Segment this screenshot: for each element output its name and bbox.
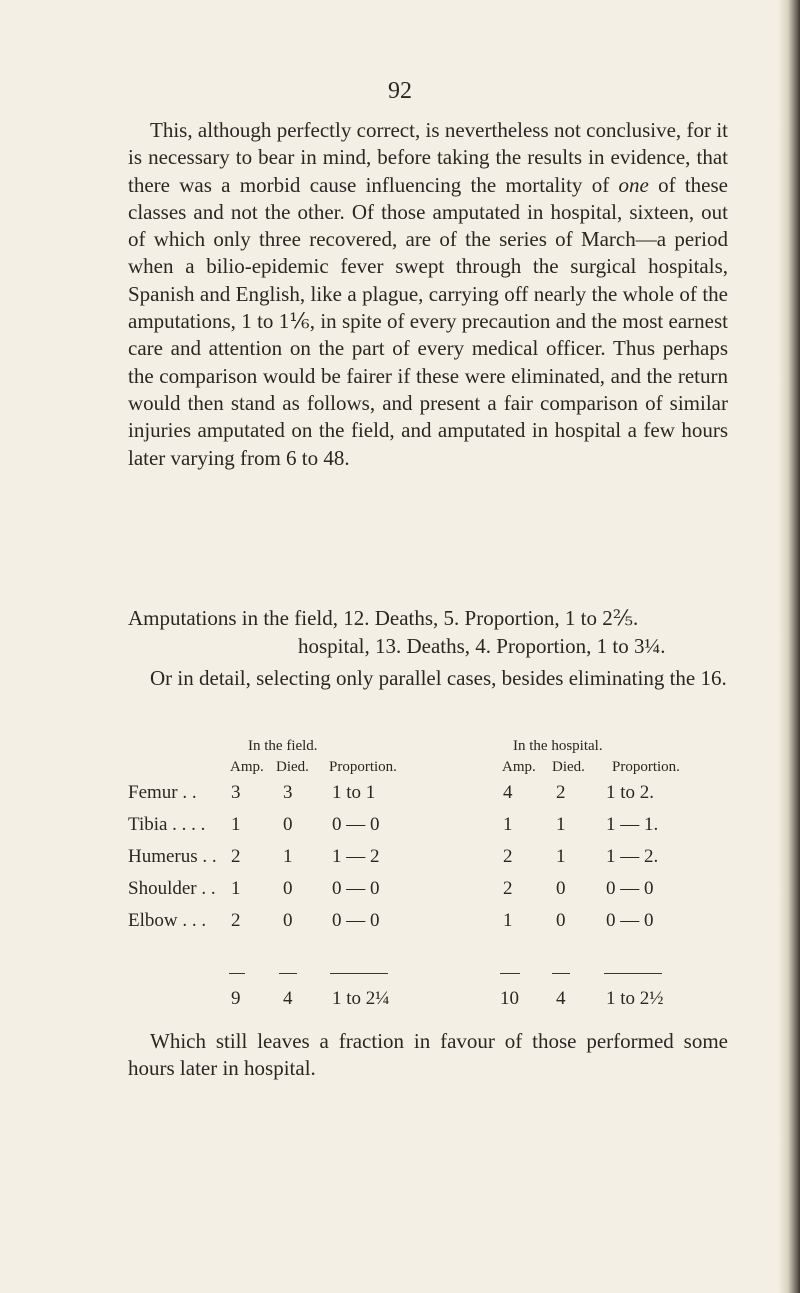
detail-intro (128, 665, 728, 692)
col-header-field-proportion: Proportion. (329, 759, 397, 775)
total-rule (279, 973, 297, 974)
col-header-hospital-died: Died. (552, 759, 585, 775)
total-rule (229, 973, 245, 974)
total-field-amp: 9 (231, 988, 241, 1009)
field-amp: 1 (231, 878, 241, 899)
closing-text: Which still leaves a fraction in favour of those performed some hours later in hospital. (128, 1029, 728, 1081)
page-number: 92 (388, 78, 412, 104)
row-label: Shoulder . . (128, 878, 216, 899)
hospital-proportion: 0 — 0 (606, 910, 654, 931)
field-died: 0 (283, 878, 293, 899)
field-proportion: 0 — 0 (332, 814, 380, 835)
field-proportion: 0 — 0 (332, 910, 380, 931)
col-header-hospital-proportion: Proportion. (612, 759, 680, 775)
total-hospital-died: 4 (556, 988, 566, 1009)
hospital-proportion: 1 to 2. (606, 782, 655, 803)
field-proportion: 1 to 1 (332, 782, 376, 803)
row-label: Humerus . . (128, 846, 217, 867)
hospital-proportion: 1 — 1. (606, 814, 659, 835)
hospital-proportion: 0 — 0 (606, 878, 654, 899)
hospital-amp: 1 (503, 814, 513, 835)
field-amp: 3 (231, 782, 241, 803)
hospital-amp: 2 (503, 846, 513, 867)
hospital-amp: 2 (503, 878, 513, 899)
field-proportion: 0 — 0 (332, 878, 380, 899)
hospital-died: 0 (556, 910, 566, 931)
intro-emphasis-one: one (618, 172, 649, 197)
hospital-died: 0 (556, 878, 566, 899)
total-hospital-amp: 10 (500, 988, 519, 1009)
total-rule (330, 973, 388, 974)
col-header-hospital-amp: Amp. (502, 759, 536, 775)
detail-intro-text: Or in detail, selecting only parallel cases, besides eliminating the 16. (150, 666, 727, 690)
group-header-field: In the field. (248, 738, 318, 754)
total-rule (500, 973, 520, 974)
field-died: 0 (283, 910, 293, 931)
field-proportion: 1 — 2 (332, 846, 380, 867)
total-hospital-proportion: 1 to 2½ (606, 988, 664, 1009)
field-died: 1 (283, 846, 293, 867)
total-field-died: 4 (283, 988, 293, 1009)
hospital-proportion: 1 — 2. (606, 846, 659, 867)
hospital-amp: 4 (503, 782, 513, 803)
closing-paragraph (128, 1028, 728, 1083)
group-header-hospital: In the hospital. (513, 738, 603, 754)
intro-text-start: This, although perfectly correct, is nevertheless not conclusive, for it is necessary to bear in mind, before taking the results in evidence, that there was a morbid cause influencing the mortality of (128, 118, 728, 197)
summary-line-field: Amputations in the field, 12. Deaths, 5. Proportion, 1 to 2⅖. (128, 606, 639, 630)
col-header-field-died: Died. (276, 759, 309, 775)
hospital-amp: 1 (503, 910, 513, 931)
hospital-died: 1 (556, 814, 566, 835)
intro-text-end: of these classes and not the other. Of those amputated in hospital, sixteen, out of which only three recovered, are of the series of March—a period when a bilio-epidemic fever swept through the surgical hospitals, Spanish and English, like a plague, carrying off nearly the whole of the amputations, 1 to 1⅙, in spite of every precaution and the most earnest care and attention on the part of every medical officer. Thus perhaps the comparison would be fairer if these were eliminated, and the return would then stand as follows, and present a fair comparison of similar injuries amputated on the field, and amputated in hospital a few hours later varying from 6 to 48. (128, 172, 728, 470)
row-label: Femur . . (128, 782, 197, 803)
row-label: Tibia . . . . (128, 814, 206, 835)
total-field-proportion: 1 to 2¼ (332, 988, 390, 1009)
intro-paragraph (128, 117, 728, 472)
summary-line-hospital: hospital, 13. Deaths, 4. Proportion, 1 to 3¼. (298, 634, 666, 658)
field-amp: 1 (231, 814, 241, 835)
total-rule (552, 973, 570, 974)
hospital-died: 1 (556, 846, 566, 867)
row-label: Elbow . . . (128, 910, 207, 931)
col-header-field-amp: Amp. (230, 759, 264, 775)
total-rule (604, 973, 662, 974)
field-amp: 2 (231, 910, 241, 931)
field-amp: 2 (231, 846, 241, 867)
hospital-died: 2 (556, 782, 566, 803)
field-died: 3 (283, 782, 293, 803)
page-edge-shadow (778, 0, 800, 1293)
field-died: 0 (283, 814, 293, 835)
